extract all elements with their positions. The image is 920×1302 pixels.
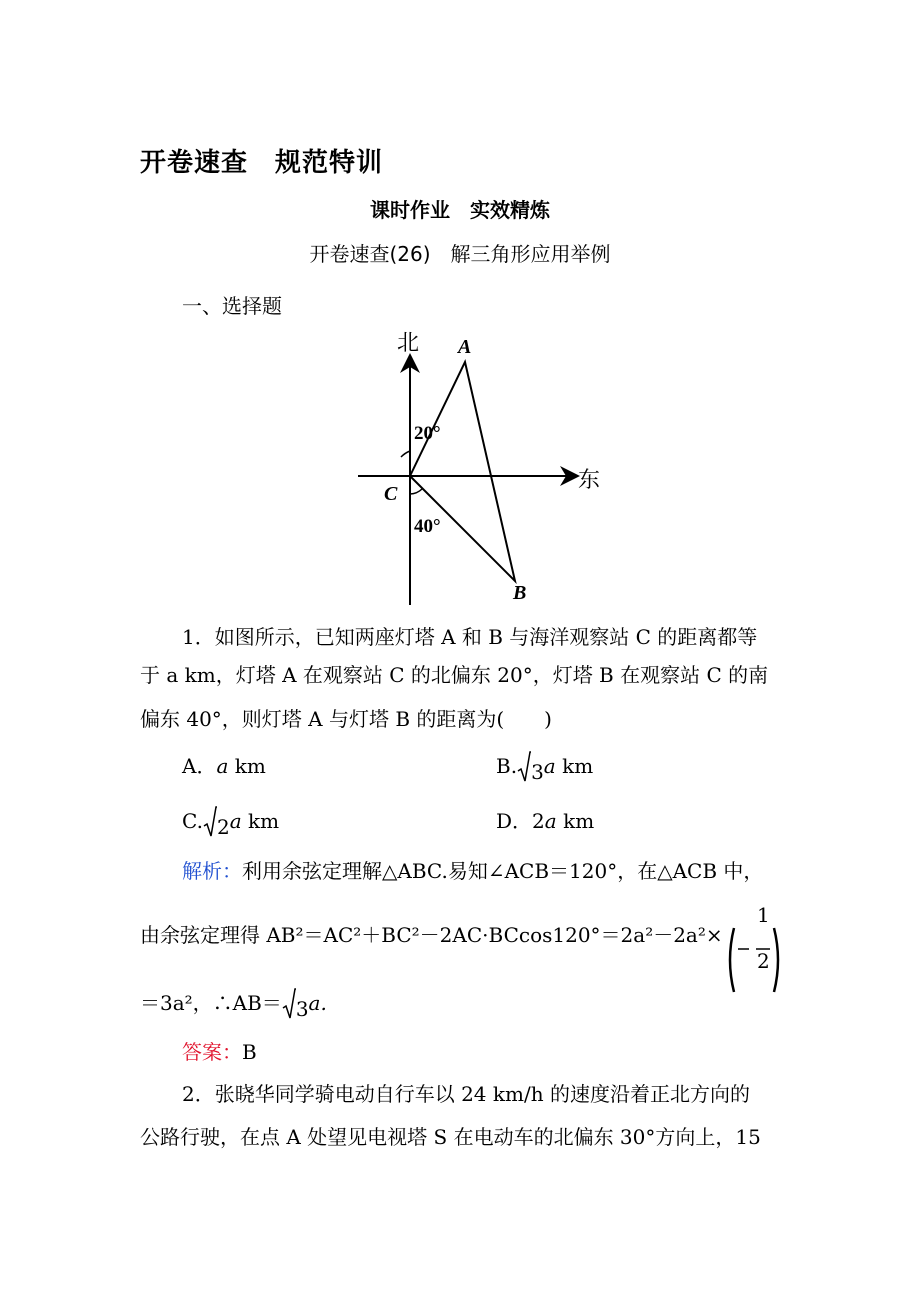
option-b-var: a: [543, 754, 556, 778]
option-c-unit: km: [241, 809, 280, 833]
q1-line-2: 于 a km，灯塔 A 在观察站 C 的北偏东 20°，灯塔 B 在观察站 C 的南: [140, 663, 769, 687]
analysis-text-3: ＝3a²，∴AB＝: [140, 991, 282, 1015]
option-b-unit: km: [555, 754, 594, 778]
angle-south-label: 40°: [414, 516, 441, 537]
option-c-var: a: [229, 809, 242, 833]
analysis-radicand: 3: [295, 997, 309, 1021]
option-a-unit: km: [228, 754, 266, 778]
analysis-line-3: [140, 985, 327, 1021]
fraction-denominator: 2: [757, 949, 770, 973]
fraction-paren: [724, 898, 784, 998]
point-c-label: C: [384, 483, 398, 505]
analysis-line-1: [182, 853, 763, 889]
option-a-var: a: [216, 754, 229, 778]
sqrt-sign: [282, 988, 296, 1020]
analysis-text-1: 利用余弦定理解△ABC.易知∠ACB＝120°，在△ACB 中，: [242, 859, 764, 883]
option-c: [182, 803, 279, 839]
option-d-num: 2: [532, 809, 545, 833]
angle-north-label: 20°: [414, 423, 441, 444]
option-b-radicand: 3: [531, 760, 544, 784]
point-a-label: A: [458, 336, 472, 358]
sqrt-sign: [517, 751, 531, 783]
analysis-line-2: 由余弦定理得 AB²＝AC²＋BC²－2AC·BCcos120°＝2a²－2a²×: [140, 923, 723, 947]
north-label: 北: [397, 330, 420, 355]
east-label: 东: [578, 467, 601, 492]
subtitle: 课时作业 实效精炼: [370, 198, 550, 222]
q1-line-1: 1．如图所示，已知两座灯塔 A 和 B 与海洋观察站 C 的距离都等: [182, 625, 758, 649]
answer-line: [182, 1034, 257, 1070]
option-d-var: a: [544, 809, 557, 833]
answer-label: 答案：: [182, 1040, 242, 1064]
q1-line-3: 偏东 40°，则灯塔 A 与灯塔 B 的距离为( ): [140, 707, 552, 731]
q2-line-1: 2．张晓华同学骑电动自行车以 24 km/h 的速度沿着正北方向的: [182, 1082, 750, 1106]
option-b: [496, 748, 593, 784]
answer-value: B: [242, 1040, 257, 1064]
page-title: 开卷速查 规范特训: [140, 148, 384, 178]
sqrt-sign: [203, 806, 217, 838]
angle-arc-north: [401, 451, 410, 457]
option-a-label: A．: [182, 754, 217, 778]
option-d: [496, 803, 594, 839]
option-c-label: C.: [182, 809, 203, 833]
option-b-label: B.: [496, 754, 518, 778]
lesson-title: 开卷速查(26) 解三角形应用举例: [309, 242, 611, 266]
option-c-radicand: 2: [216, 815, 230, 839]
bearing-diagram: [350, 325, 620, 610]
angle-arc-south: [410, 489, 422, 494]
triangle-acb: [410, 362, 515, 581]
fraction-numerator: 1: [757, 903, 770, 927]
point-b-label: B: [513, 582, 527, 604]
option-d-unit: km: [556, 809, 595, 833]
q2-line-2: 公路行驶，在点 A 处望见电视塔 S 在电动车的北偏东 30°方向上，15: [140, 1125, 761, 1149]
option-a: [182, 748, 266, 784]
option-d-label: D．: [496, 809, 533, 833]
analysis-label: 解析：: [182, 859, 242, 883]
section-heading: 一、选择题: [182, 294, 282, 318]
analysis-result: a.: [308, 991, 327, 1015]
